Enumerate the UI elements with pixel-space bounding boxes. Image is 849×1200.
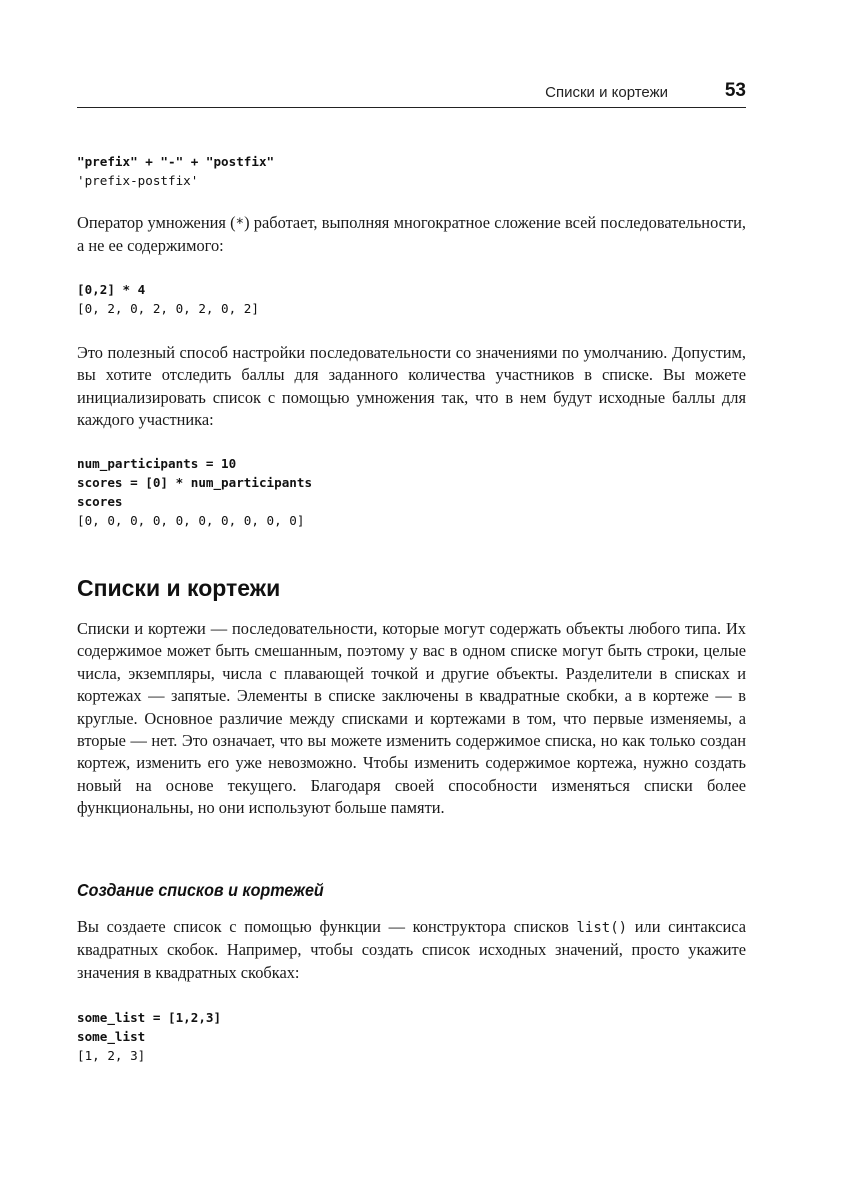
code-block-repeat — [77, 280, 746, 318]
paragraph-lists-tuples: Списки и кортежи — последовательности, которые могут содержать объекты любого типа. Их содержимое может быть смешанным, поэтому у вас в одном списке могут быть строки, целые числа, экземпляры, числа с плавающей точкой и другие объекты. Разделители в списках и кортежах — запятые. Элементы в списке заключены в квадратные скобки, а в кортеже — в круглые. Основное различие между списками и кортежами в том, что первые изменяемы, а вторые — нет. Это означает, что вы можете изменить содержимое списка, но как только создан кортеж, изменить его уже невозможно. Чтобы изменить содержимое кортежа, нужно создать новый на основе текущего. Благодаря своей способности изменяться списки более функциональны, но они используют больше памяти. — [77, 619, 746, 818]
code-output: [0, 0, 0, 0, 0, 0, 0, 0, 0, 0] — [77, 513, 305, 528]
page-header — [77, 78, 746, 108]
para-text: Оператор умножения ( — [77, 213, 236, 232]
code-line: some_list — [77, 1029, 146, 1044]
code-output: [0, 2, 0, 2, 0, 2, 0, 2] — [77, 301, 259, 316]
page-number: 53 — [724, 80, 746, 101]
para-text: или синтаксиса квадратных скобок. Например, чтобы создать список исходных значений, просто укажите значения в квадратных скобках: — [77, 917, 746, 982]
paragraph-defaults: Это полезный способ настройки последовательности со значениями по умолчанию. Допустим, вы хотите отследить баллы для заданного количества участников в списке. Вы можете инициализировать список с помощью умножения так, что в нем будут исходные баллы для каждого участника: — [77, 343, 746, 430]
para-text: ) работает, выполняя многократное сложение всей последовательности, а не ее содержимого: — [77, 213, 746, 256]
code-block-concat — [77, 152, 746, 190]
running-title: Списки и кортежи — [545, 84, 668, 101]
subsection-heading: Создание списков и кортежей — [77, 880, 324, 900]
paragraph-creating-lists — [77, 916, 746, 984]
inline-code: list() — [576, 920, 628, 936]
code-line: scores = [0] * num_participants — [77, 475, 313, 490]
code-line: num_participants = 10 — [77, 456, 237, 471]
code-line: some_list = [1,2,3] — [77, 1010, 222, 1025]
code-block-scores — [77, 454, 746, 530]
inline-code: * — [235, 216, 245, 232]
code-line: "prefix" + "-" + "postfix" — [77, 154, 275, 169]
code-block-some-list — [77, 1008, 746, 1065]
paragraph-multiplication — [77, 212, 746, 258]
code-line: scores — [77, 494, 123, 509]
code-line: [0,2] * 4 — [77, 282, 146, 297]
section-heading: Списки и кортежи — [77, 575, 281, 601]
code-output: [1, 2, 3] — [77, 1048, 146, 1063]
code-output: 'prefix-postfix' — [77, 173, 199, 188]
para-text: Вы создаете список с помощью функции — конструктора списков — [77, 917, 577, 936]
